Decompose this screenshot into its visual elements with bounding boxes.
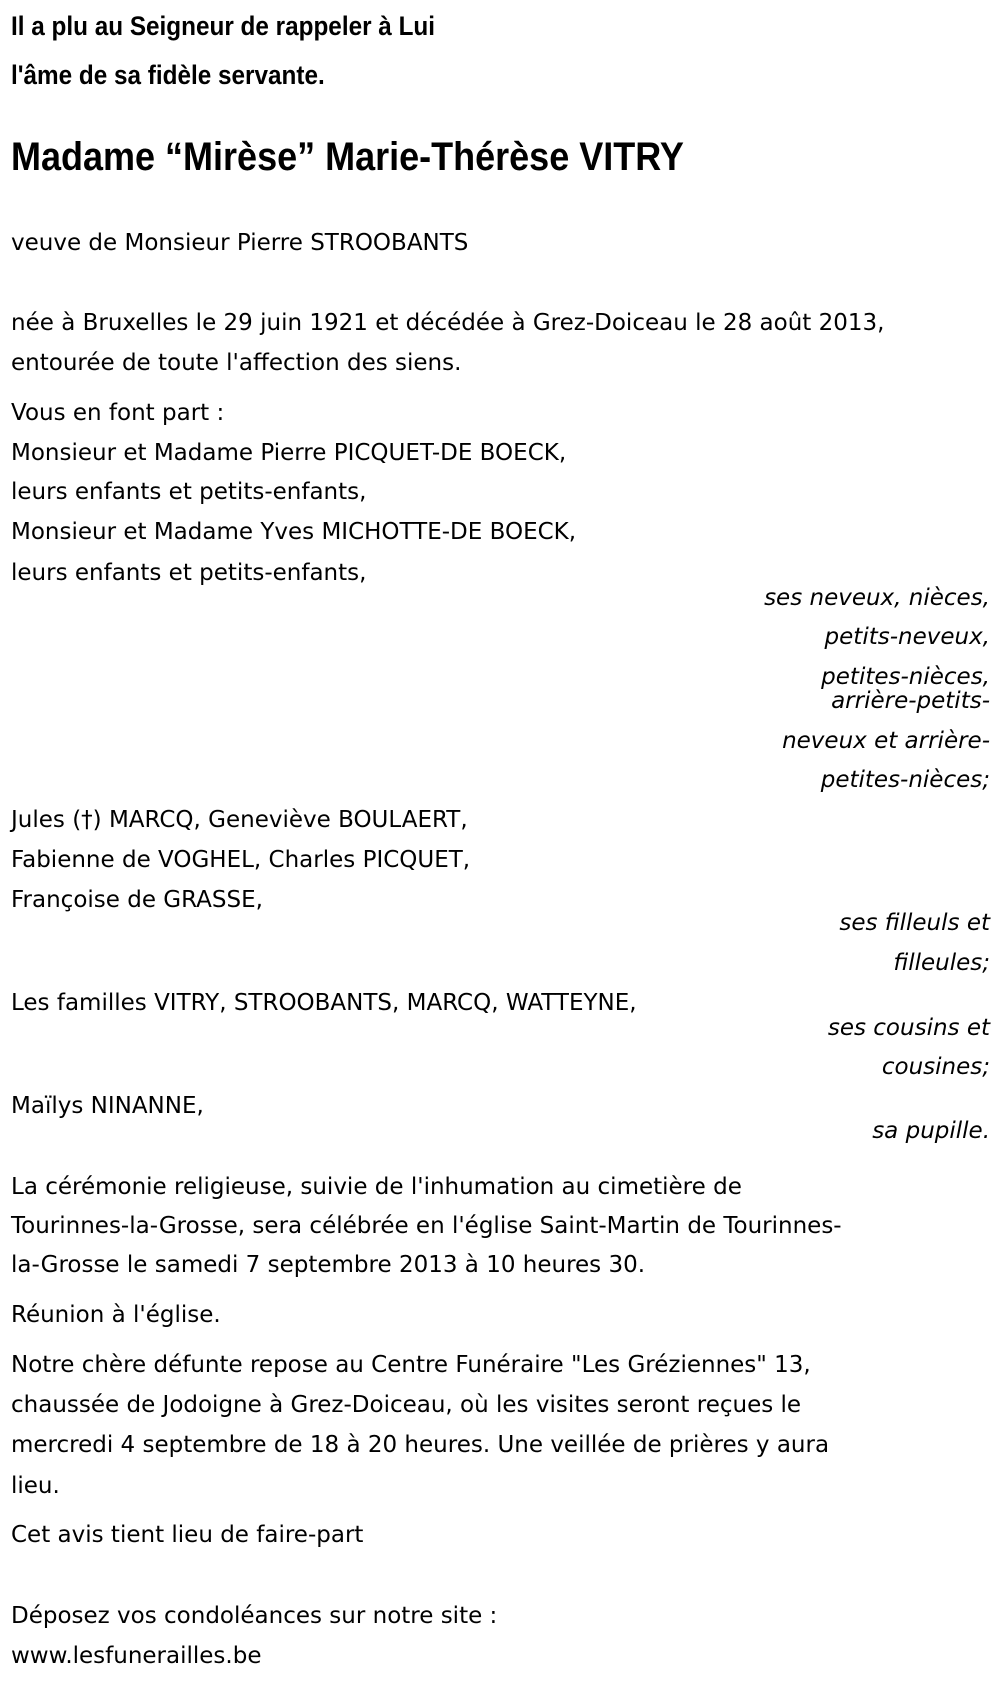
deceased-name: Madame “Mirèse” Marie-Thérèse VITRY — [11, 135, 684, 179]
relation-role: filleules; — [893, 950, 990, 976]
intro-line: l'âme de sa fidèle servante. — [11, 60, 325, 90]
relation-role: petites-nièces; — [820, 767, 990, 793]
website-link[interactable]: www.lesfunerailles.be — [11, 1643, 262, 1669]
birth-line: née à Bruxelles le 29 juin 1921 et décédée à Grez-Doiceau le 28 août 2013, — [11, 310, 885, 336]
ceremony-line: La cérémonie religieuse, suivie de l'inhumation au cimetière de — [11, 1174, 742, 1200]
widow-line: veuve de Monsieur Pierre STROOBANTS — [11, 230, 469, 256]
pupil-line: Maïlys NINANNE, — [11, 1093, 204, 1119]
rest-line: mercredi 4 septembre de 18 à 20 heures. Une veillée de prières y aura — [11, 1432, 830, 1458]
godchild-line: Françoise de GRASSE, — [11, 887, 263, 913]
rest-line: chaussée de Jodoigne à Grez-Doiceau, où les visites seront reçues le — [11, 1392, 802, 1418]
godchild-line: Jules (†) MARCQ, Geneviève BOULAERT, — [11, 807, 468, 833]
ceremony-line: la-Grosse le samedi 7 septembre 2013 à 10 heures 30. — [11, 1252, 646, 1278]
relation-role: neveux et arrière- — [782, 728, 990, 754]
relation-role: ses cousins et — [827, 1015, 990, 1041]
notice-line: Cet avis tient lieu de faire-part — [11, 1522, 364, 1548]
relation-role: ses filleuls et — [839, 910, 990, 936]
relation-role: ses neveux, nièces, — [764, 585, 990, 611]
announce-line: leurs enfants et petits-enfants, — [11, 560, 367, 586]
ceremony-line: Tourinnes-la-Grosse, sera célébrée en l'église Saint-Martin de Tourinnes- — [11, 1213, 842, 1239]
godchild-line: Fabienne de VOGHEL, Charles PICQUET, — [11, 847, 471, 873]
families-line: Les familles VITRY, STROOBANTS, MARCQ, WATTEYNE, — [11, 990, 637, 1016]
announce-line: Monsieur et Madame Yves MICHOTTE-DE BOECK, — [11, 519, 577, 545]
announce-line: Monsieur et Madame Pierre PICQUET-DE BOECK, — [11, 440, 567, 466]
relation-role: cousines; — [881, 1054, 990, 1080]
intro-line: Il a plu au Seigneur de rappeler à Lui — [11, 11, 436, 41]
rest-line: Notre chère défunte repose au Centre Funéraire "Les Gréziennes" 13, — [11, 1352, 811, 1378]
announce-line: leurs enfants et petits-enfants, — [11, 479, 367, 505]
relation-role: sa pupille. — [872, 1118, 990, 1144]
condolences-line: Déposez vos condoléances sur notre site : — [11, 1603, 498, 1629]
announce-line: Vous en font part : — [11, 400, 225, 426]
rest-line: lieu. — [11, 1473, 60, 1499]
relation-role: arrière-petits- — [831, 688, 990, 714]
meeting-line: Réunion à l'église. — [11, 1302, 221, 1328]
relation-role: petites-nièces, — [821, 664, 990, 690]
birth-line: entourée de toute l'affection des siens. — [11, 350, 462, 376]
relation-role: petits-neveux, — [824, 624, 990, 650]
